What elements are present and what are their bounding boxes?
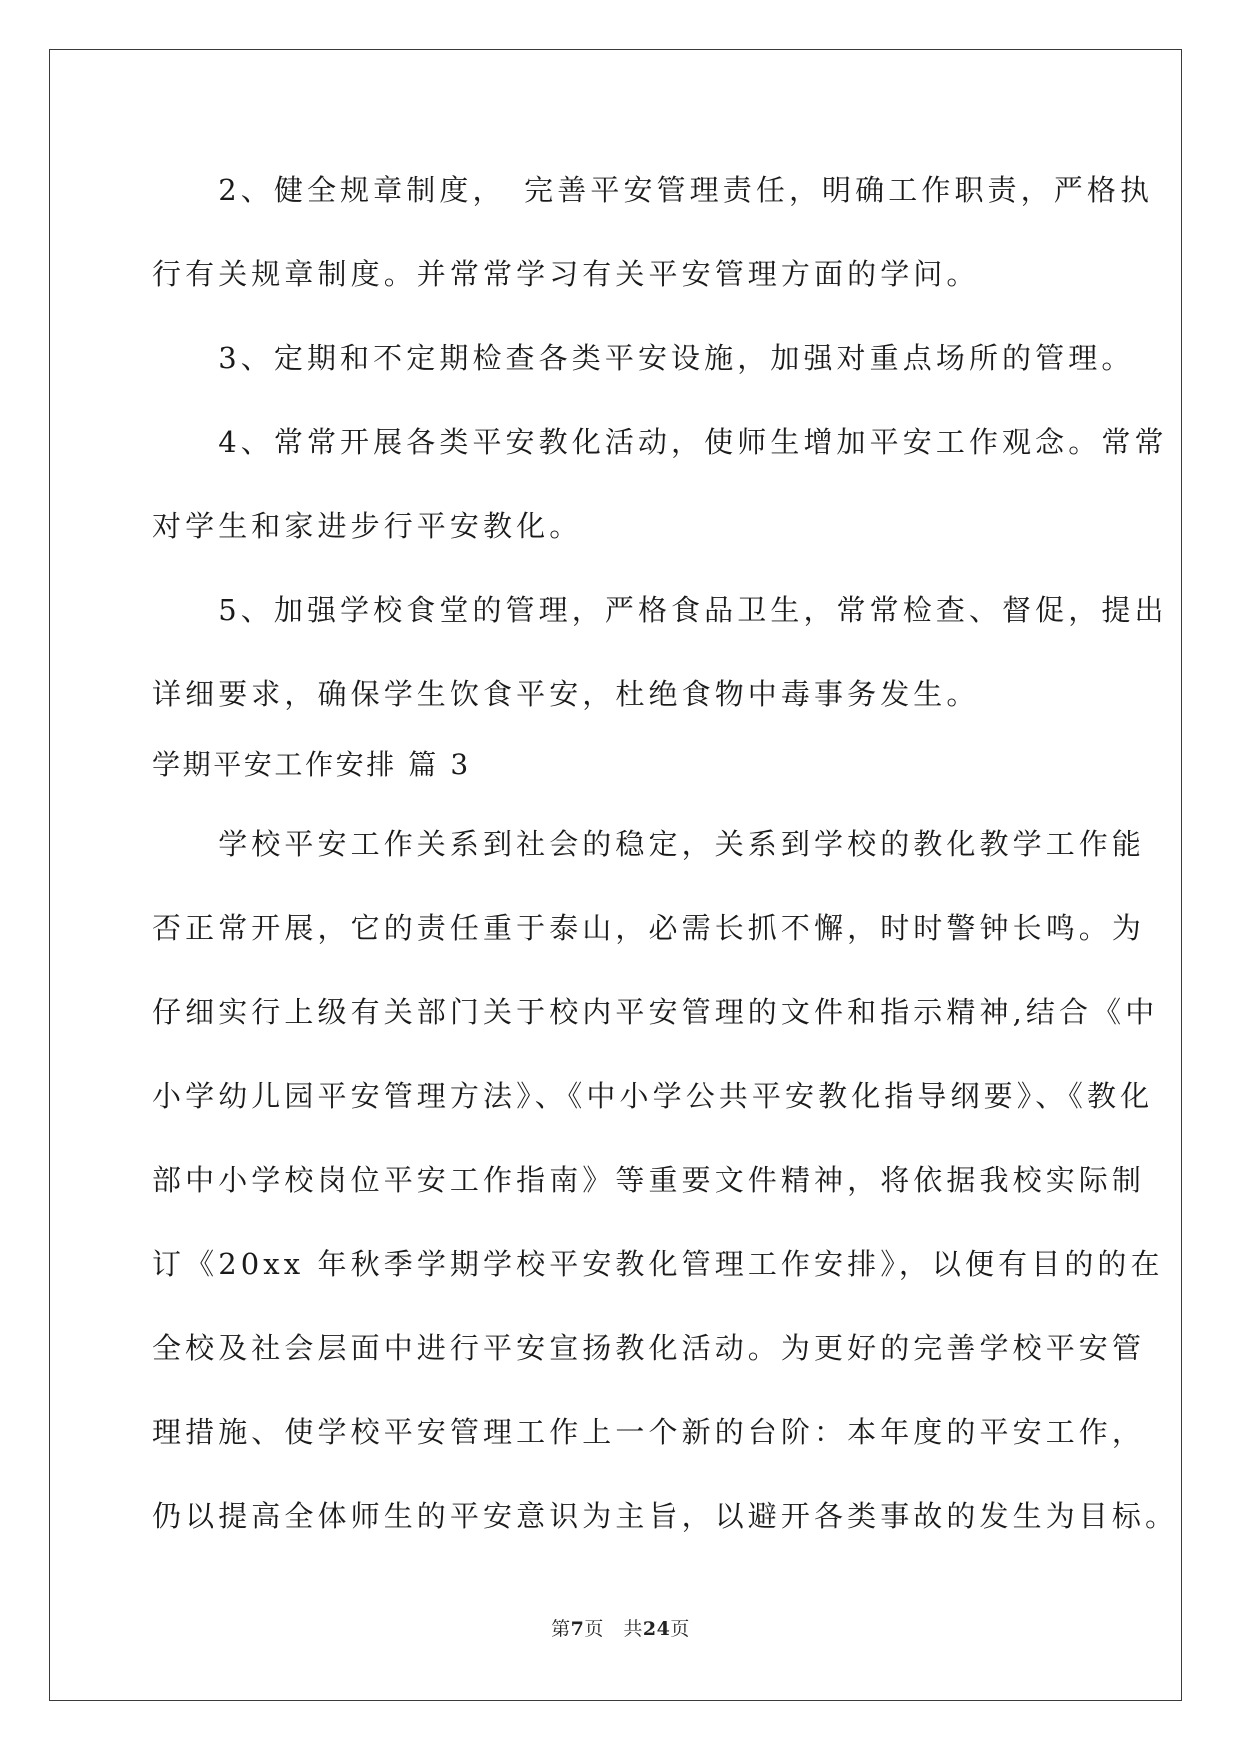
- paragraph-line: 学校平安工作关系到社会的稳定，关系到学校的教化教学工作能: [152, 827, 1146, 861]
- paragraph-line: 部中小学校岗位平安工作指南》等重要文件精神，将依据我校实际制: [152, 1163, 1146, 1197]
- page-number-footer: [0, 1617, 1241, 1641]
- paragraph-line: 小学幼儿园平安管理方法》、《中小学公共平安教化指导纲要》、《教化: [152, 1079, 1154, 1113]
- paragraph-line: 行有关规章制度。并常常学习有关平安管理方面的学问。: [152, 257, 980, 291]
- page-prefix: 第: [551, 1618, 571, 1640]
- paragraph-line: 仍以提高全体师生的平安意识为主旨，以避开各类事故的发生为目标。: [152, 1499, 1179, 1533]
- paragraph-line: 3、定期和不定期检查各类平安设施，加强对重点场所的管理。: [152, 341, 1135, 375]
- section-heading: 学期平安工作安排 篇 3: [152, 748, 471, 781]
- paragraph-line: 否正常开展，它的责任重于泰山，必需长抓不懈，时时警钟长鸣。为: [152, 911, 1146, 945]
- page-total: 24: [642, 1618, 671, 1640]
- paragraph-line: 4、常常开展各类平安教化活动，使师生增加平安工作观念。常常: [152, 425, 1168, 459]
- paragraph-line: 仔细实行上级有关部门关于校内平安管理的文件和指示精神,结合《中: [152, 995, 1159, 1029]
- paragraph-line: 5、加强学校食堂的管理，严格食品卫生，常常检查、督促，提出: [152, 593, 1168, 627]
- paragraph-line: 对学生和家进步行平安教化。: [152, 509, 583, 543]
- page-suffix: 页: [670, 1618, 690, 1640]
- paragraph-line: 订《20xx 年秋季学期学校平安教化管理工作安排》，以便有目的的在: [152, 1247, 1164, 1281]
- page-current: 7: [570, 1618, 585, 1640]
- paragraph-line: 2、健全规章制度， 完善平安管理责任，明确工作职责，严格执: [152, 173, 1154, 207]
- page-border: [49, 49, 1182, 1701]
- paragraph-line: 详细要求，确保学生饮食平安，杜绝食物中毒事务发生。: [152, 677, 980, 711]
- paragraph-line: 全校及社会层面中进行平安宣扬教化活动。为更好的完善学校平安管: [152, 1331, 1146, 1365]
- page-mid: 页 共: [584, 1618, 643, 1640]
- paragraph-line: 理措施、使学校平安管理工作上一个新的台阶：本年度的平安工作，: [152, 1415, 1146, 1449]
